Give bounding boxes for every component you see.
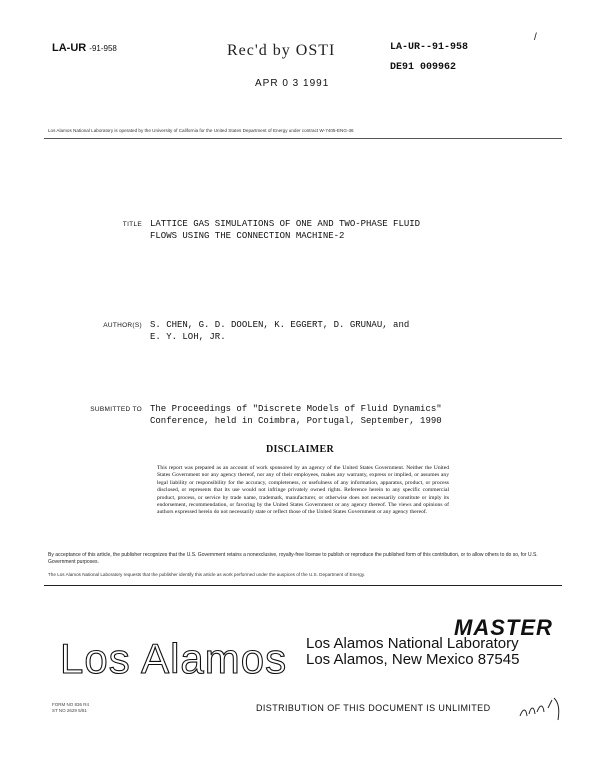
authors-label: AUTHOR(S) [103, 322, 142, 329]
lab-city: Los Alamos, New Mexico 87545 [306, 651, 520, 668]
handwritten-signature [518, 694, 566, 724]
top-divider [44, 138, 562, 139]
la-ur-number: -91-958 [89, 44, 117, 53]
bottom-divider [44, 585, 562, 586]
authors-value: S. CHEN, G. D. DOOLEN, K. EGGERT, D. GRUNAU, and E. Y. LOH, JR. [150, 320, 410, 342]
lab-name: Los Alamos National Laboratory [306, 635, 519, 652]
title-value: LATTICE GAS SIMULATIONS OF ONE AND TWO-PHASE FLUID FLOWS USING THE CONNECTION MACHINE-2 [150, 219, 421, 241]
corner-mark: / [534, 32, 537, 43]
distribution-statement: DISTRIBUTION OF THIS DOCUMENT IS UNLIMITED [256, 703, 491, 713]
received-stamp: Rec'd by OSTI [227, 42, 336, 59]
document-id: DE91 009962 [390, 62, 457, 73]
master-stamp: MASTER [454, 615, 553, 640]
disclaimer-body: This report was prepared as an account of work sponsored by an agency of the United States Government. Neither the United States Government nor any agency thereof, nor any of their employees, makes any warranty, express or implied, or assumes any legal liability or responsibility for the accuracy, completeness, or usefulness of any information, apparatus, product, or process disclosed, or represents that its use would not infringe privately owned rights. Reference herein to any specific commercial product, process, or service by trade name, trademark, manufacturer, or otherwise does not necessarily constitute or imply its endorsement, recommendation, or favoring by the United States Government or any agency thereof. The views and opinions of authors expressed herein do not necessarily state or reflect those of the United States Government or any agency thereof. [157, 465, 449, 516]
la-ur-prefix: LA-UR [52, 42, 87, 54]
date-stamp: APR 0 3 1991 [255, 78, 330, 89]
los-alamos-logo [60, 637, 300, 679]
la-ur-label [52, 42, 117, 54]
operated-notice: Los Alamos National Laboratory is operated by the University of California for the United States Department of Energy under contract W-7405-ENG-36 [48, 128, 354, 133]
submitted-to-label: SUBMITTED TO [90, 406, 142, 413]
title-label: TITLE [122, 221, 142, 228]
acceptance-notice: By acceptance of this article, the publisher recognizes that the U.S. Government retains a nonexclusive, royalty-free license to publish or reproduce the published form of this contribution, or to allow others to do so, for U.S. Government purposes. [48, 552, 538, 565]
la-ur-report-number: LA-UR--91-958 [390, 42, 469, 53]
disclaimer-heading: DISCLAIMER [265, 444, 334, 455]
requests-notice: The Los Alamos National Laboratory requests that the publisher identify this article as work performed under the auspices of the U.S. Department of Energy. [48, 572, 366, 577]
submitted-to-value: The Proceedings of "Discrete Models of Fluid Dynamics" Conference, held in Coimbra, Portugal, September, 1990 [150, 404, 442, 426]
logo-text: Los Alamos [60, 637, 288, 679]
form-number: FORM NO 836 R4 ST NO 2629 5/81 [52, 702, 90, 713]
